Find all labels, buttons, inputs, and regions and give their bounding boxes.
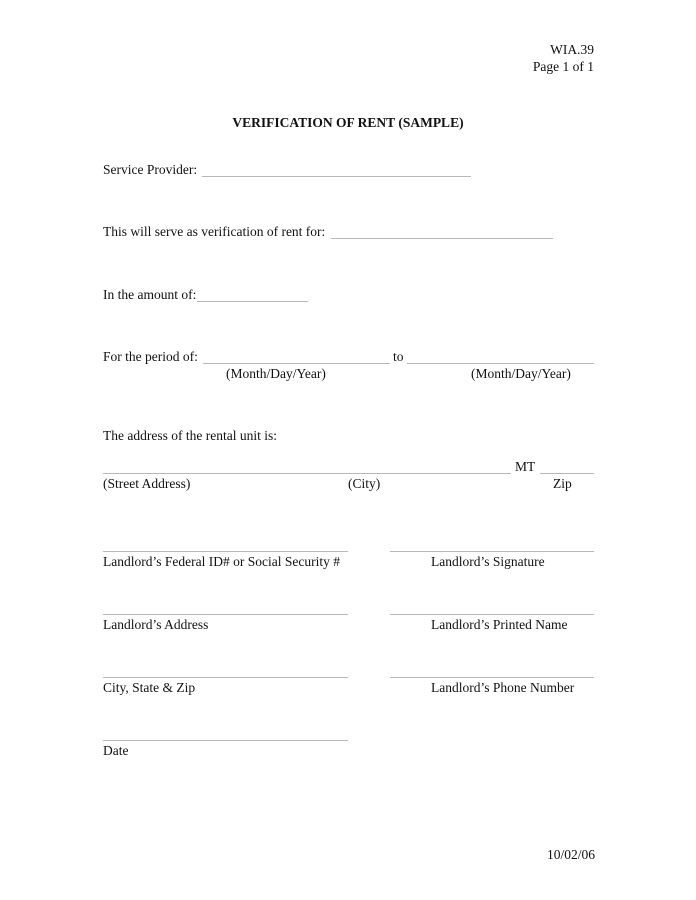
phone-field[interactable] — [390, 677, 594, 678]
printed-name-field[interactable] — [390, 614, 594, 615]
date-field[interactable] — [103, 740, 348, 741]
period-from-field[interactable] — [203, 363, 390, 364]
date-label: Date — [103, 743, 129, 758]
federal-id-field[interactable] — [103, 551, 348, 552]
document-title: VERIFICATION OF RENT (SAMPLE) — [232, 115, 464, 130]
zip-field[interactable] — [540, 473, 594, 474]
city-hint: (City) — [348, 476, 381, 491]
landlord-address-field[interactable] — [103, 614, 348, 615]
landlord-address-label: Landlord’s Address — [103, 617, 209, 632]
footer-date: 10/02/06 — [546, 847, 595, 862]
zip-hint: Zip — [553, 476, 572, 491]
form-id: WIA.39 — [550, 42, 594, 57]
page-number: Page 1 of 1 — [532, 59, 594, 74]
verification-for-label: This will serve as verification of rent for: — [103, 224, 326, 239]
signature-field[interactable] — [390, 551, 594, 552]
service-provider-field[interactable] — [202, 176, 471, 177]
rental-address-field[interactable] — [103, 473, 511, 474]
amount-label: In the amount of: — [103, 287, 197, 302]
printed-name-label: Landlord’s Printed Name — [431, 617, 568, 632]
street-address-hint: (Street Address) — [103, 476, 191, 491]
address-label: The address of the rental unit is: — [103, 428, 277, 443]
signature-label: Landlord’s Signature — [431, 554, 545, 569]
period-label: For the period of: — [103, 349, 198, 364]
period-to-label: to — [393, 349, 404, 364]
period-from-hint: (Month/Day/Year) — [226, 366, 326, 381]
city-state-zip-label: City, State & Zip — [103, 680, 196, 695]
period-to-field[interactable] — [407, 363, 594, 364]
phone-label: Landlord’s Phone Number — [431, 680, 575, 695]
period-to-hint: (Month/Day/Year) — [471, 366, 571, 381]
state-label: MT — [515, 459, 536, 474]
city-state-zip-field[interactable] — [103, 677, 348, 678]
verification-for-field[interactable] — [331, 238, 553, 239]
federal-id-label: Landlord’s Federal ID# or Social Security # — [103, 554, 340, 569]
amount-field[interactable] — [197, 301, 308, 302]
service-provider-label: Service Provider: — [103, 162, 198, 177]
